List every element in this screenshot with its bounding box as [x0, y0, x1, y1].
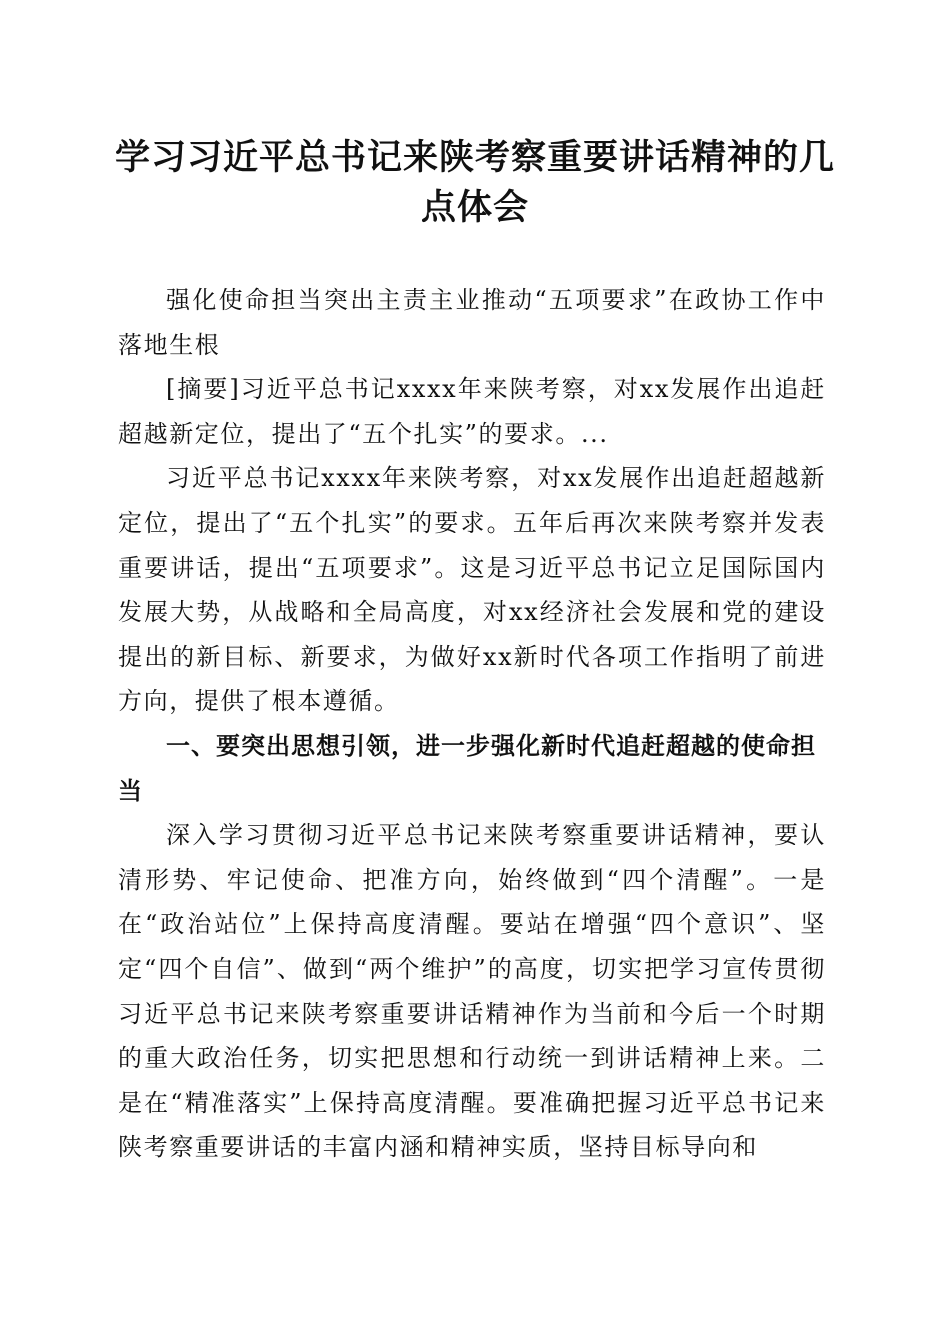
section-heading-1: 一、要突出思想引领，进一步强化新时代追赶超越的使命担当	[118, 731, 816, 805]
abstract-paragraph: [摘要]习近平总书记xxxx年来陕考察，对xx发展作出追赶超越新定位，提出了“五个扎实”的要求。...	[118, 375, 826, 448]
document-title: 学习习近平总书记来陕考察重要讲话精神的几点体会	[114, 137, 835, 228]
document-body	[118, 278, 826, 1170]
subtitle-paragraph: 强化使命担当突出主责主业推动“五项要求”在政协工作中落地生根	[118, 286, 826, 359]
intro-paragraph: 习近平总书记xxxx年来陕考察，对xx发展作出追赶超越新定位，提出了“五个扎实”的要求。五年后再次来陕考察并发表重要讲话，提出“五项要求”。这是习近平总书记立足国际国内发展大势，从战略和全局高度，对xx经济社会发展和党的建设提出的新目标、新要求，为做好xx新时代各项工作指明了前进方向，提供了根本遵循。	[118, 464, 826, 716]
section-1-paragraph: 深入学习贯彻习近平总书记来陕考察重要讲话精神，要认清形势、牢记使命、把准方向，始终做到“四个清醒”。一是在“政治站位”上保持高度清醒。要站在增强“四个意识”、坚定“四个自信”、做到“两个维护”的高度，切实把学习宣传贯彻习近平总书记来陕考察重要讲话精神作为当前和今后一个时期的重大政治任务，切实把思想和行动统一到讲话精神上来。二是在“精准落实”上保持高度清醒。要准确把握习近平总书记来陕考察重要讲话的丰富内涵和精神实质，坚持目标导向和	[118, 821, 826, 1162]
